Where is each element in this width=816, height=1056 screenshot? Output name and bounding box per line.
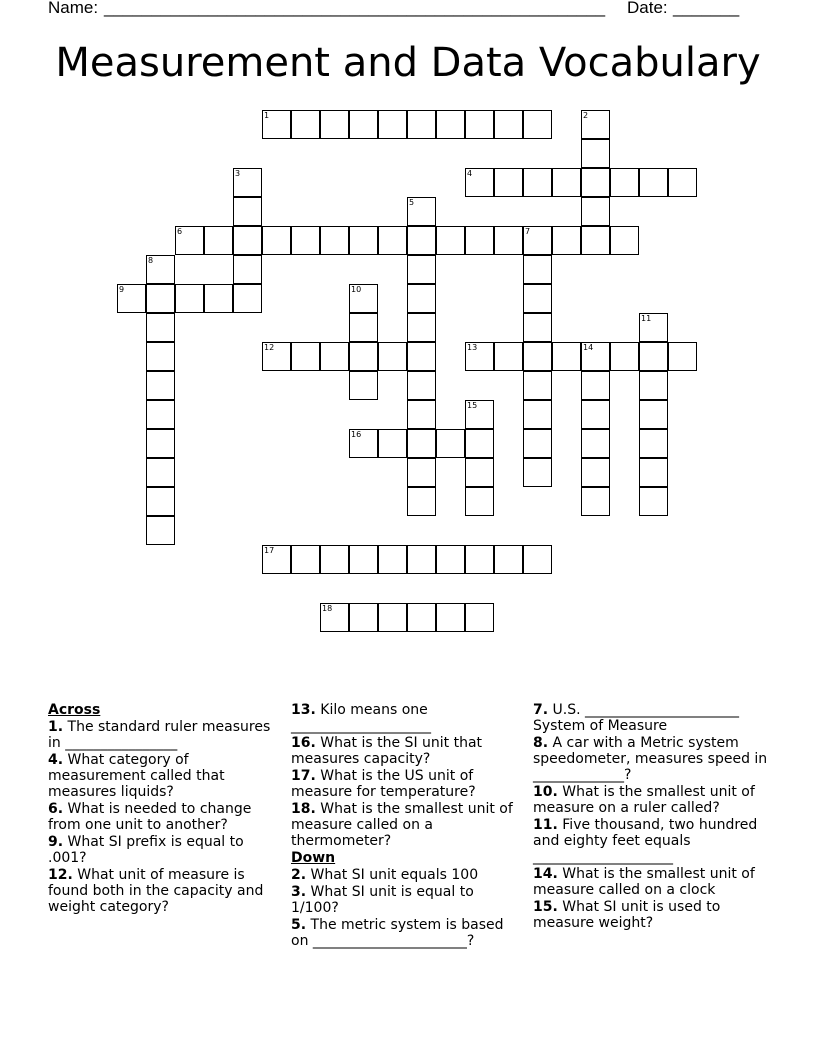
cell-number: 6	[177, 227, 183, 236]
grid-cell[interactable]	[639, 429, 668, 458]
grid-cell[interactable]	[349, 226, 378, 255]
cell-number: 10	[351, 285, 362, 294]
grid-cell[interactable]	[407, 313, 436, 342]
grid-cell[interactable]	[581, 487, 610, 516]
cell-number: 16	[351, 430, 362, 439]
grid-cell[interactable]	[465, 603, 494, 632]
grid-cell[interactable]	[291, 545, 320, 574]
clue-down-10: 10. What is the smallest unit of measure on a ruler called?	[533, 784, 755, 816]
grid-cell[interactable]	[436, 429, 465, 458]
name-label: Name:	[48, 0, 99, 17]
clue-across-17: 17. What is the US unit of measure for temperature?	[291, 768, 476, 800]
clue-across-1: 1. The standard ruler measures in ________________	[48, 719, 271, 751]
grid-cell[interactable]	[146, 429, 175, 458]
grid-cell[interactable]	[233, 168, 262, 197]
cell-number: 9	[119, 285, 125, 294]
grid-cell[interactable]	[523, 400, 552, 429]
page-title: Measurement and Data Vocabulary	[55, 40, 761, 86]
clues-column-1	[48, 702, 273, 916]
date-label: Date:	[627, 0, 668, 17]
cell-number: 5	[409, 198, 415, 207]
grid-cell[interactable]	[233, 197, 262, 226]
grid-cell[interactable]	[146, 255, 175, 284]
clue-down-8: 8. A car with a Metric system speedometer, measures speed in _____________?	[533, 735, 768, 783]
grid-cell[interactable]	[349, 371, 378, 400]
across-heading: Across	[48, 702, 101, 718]
grid-cell[interactable]	[407, 603, 436, 632]
grid-cell[interactable]	[639, 168, 668, 197]
grid-cell[interactable]	[610, 342, 639, 371]
grid-cell[interactable]	[407, 110, 436, 139]
cell-number: 15	[467, 401, 478, 410]
grid-cell[interactable]	[407, 255, 436, 284]
clue-across-16: 16. What is the SI unit that measures capacity?	[291, 735, 483, 767]
grid-cell[interactable]	[581, 197, 610, 226]
grid-cell[interactable]	[494, 168, 523, 197]
grid-cell[interactable]	[349, 110, 378, 139]
grid-cell[interactable]	[436, 226, 465, 255]
grid-cell[interactable]	[291, 226, 320, 255]
clue-down-7: 7. U.S. ______________________ System of Measure	[533, 702, 739, 734]
grid-cell[interactable]	[581, 226, 610, 255]
grid-cell[interactable]	[610, 168, 639, 197]
grid-cell[interactable]	[146, 516, 175, 545]
clue-down-5: 5. The metric system is based on ______________________?	[291, 917, 504, 949]
clue-across-18: 18. What is the smallest unit of measure called on a thermometer?	[291, 801, 513, 849]
grid-cell[interactable]	[639, 371, 668, 400]
grid-cell[interactable]	[436, 110, 465, 139]
grid-cell[interactable]	[349, 545, 378, 574]
grid-cell[interactable]	[291, 110, 320, 139]
date-blank: _______	[673, 0, 740, 17]
grid-cell[interactable]	[117, 284, 146, 313]
grid-cell[interactable]	[407, 429, 436, 458]
grid-cell[interactable]	[291, 342, 320, 371]
grid-cell[interactable]	[523, 429, 552, 458]
grid-cell[interactable]	[523, 284, 552, 313]
grid-cell[interactable]	[407, 400, 436, 429]
grid-cell[interactable]	[465, 342, 494, 371]
grid-cell[interactable]	[523, 458, 552, 487]
grid-cell[interactable]	[552, 226, 581, 255]
grid-cell[interactable]	[494, 226, 523, 255]
grid-cell[interactable]	[494, 342, 523, 371]
grid-cell[interactable]	[146, 400, 175, 429]
grid-cell[interactable]	[407, 342, 436, 371]
grid-cell[interactable]	[320, 226, 349, 255]
grid-cell[interactable]	[581, 139, 610, 168]
grid-cell[interactable]	[378, 429, 407, 458]
grid-cell[interactable]	[465, 168, 494, 197]
cell-number: 14	[583, 343, 594, 352]
grid-cell[interactable]	[204, 284, 233, 313]
grid-cell[interactable]	[349, 313, 378, 342]
grid-cell[interactable]	[233, 284, 262, 313]
grid-cell[interactable]	[436, 545, 465, 574]
grid-cell[interactable]	[233, 226, 262, 255]
grid-cell[interactable]	[639, 313, 668, 342]
grid-cell[interactable]	[349, 429, 378, 458]
grid-cell[interactable]	[349, 603, 378, 632]
grid-cell[interactable]	[320, 110, 349, 139]
grid-cell[interactable]	[581, 371, 610, 400]
grid-cell[interactable]	[262, 226, 291, 255]
grid-cell[interactable]	[262, 545, 291, 574]
grid-cell[interactable]	[407, 197, 436, 226]
grid-cell[interactable]	[262, 342, 291, 371]
clue-across-9: 9. What SI prefix is equal to .001?	[48, 834, 244, 866]
grid-cell[interactable]	[146, 284, 175, 313]
clue-down-14: 14. What is the smallest unit of measure called on a clock	[533, 866, 755, 898]
grid-cell[interactable]	[494, 545, 523, 574]
grid-cell[interactable]	[436, 603, 465, 632]
grid-cell[interactable]	[407, 458, 436, 487]
grid-cell[interactable]	[639, 458, 668, 487]
cell-number: 13	[467, 343, 478, 352]
grid-cell[interactable]	[465, 400, 494, 429]
cell-number: 2	[583, 111, 589, 120]
cell-number: 18	[322, 604, 333, 613]
clue-down-11: 11. Five thousand, two hundred and eighty feet equals ____________________	[533, 817, 758, 865]
grid-cell[interactable]	[581, 110, 610, 139]
clue-across-4: 4. What category of measurement called that measures liquids?	[48, 752, 225, 800]
grid-cell[interactable]	[494, 110, 523, 139]
grid-cell[interactable]	[465, 458, 494, 487]
grid-cell[interactable]	[407, 371, 436, 400]
grid-cell[interactable]	[465, 226, 494, 255]
grid-cell[interactable]	[523, 226, 552, 255]
grid-cell[interactable]	[639, 400, 668, 429]
grid-cell[interactable]	[610, 226, 639, 255]
grid-cell[interactable]	[552, 168, 581, 197]
grid-cell[interactable]	[581, 342, 610, 371]
cell-number: 4	[467, 169, 473, 178]
grid-cell[interactable]	[581, 400, 610, 429]
grid-cell[interactable]	[407, 545, 436, 574]
grid-cell[interactable]	[146, 458, 175, 487]
grid-cell[interactable]	[320, 603, 349, 632]
grid-cell[interactable]	[349, 342, 378, 371]
name-blank: _____________________________________________________	[104, 0, 606, 17]
grid-cell[interactable]	[378, 342, 407, 371]
cell-number: 12	[264, 343, 275, 352]
grid-cell[interactable]	[465, 429, 494, 458]
grid-cell[interactable]	[581, 168, 610, 197]
grid-cell[interactable]	[639, 487, 668, 516]
cell-number: 11	[641, 314, 652, 323]
grid-cell[interactable]	[523, 545, 552, 574]
grid-cell[interactable]	[175, 226, 204, 255]
down-heading: Down	[291, 850, 336, 866]
grid-cell[interactable]	[146, 313, 175, 342]
grid-cell[interactable]	[378, 603, 407, 632]
grid-cell[interactable]	[320, 342, 349, 371]
grid-cell[interactable]	[523, 255, 552, 284]
grid-cell[interactable]	[523, 342, 552, 371]
grid-cell[interactable]	[378, 545, 407, 574]
clue-across-6: 6. What is needed to change from one unit to another?	[48, 801, 252, 833]
grid-cell[interactable]	[668, 168, 697, 197]
grid-cell[interactable]	[146, 371, 175, 400]
grid-cell[interactable]	[581, 458, 610, 487]
clue-across-12: 12. What unit of measure is found both in the capacity and weight category?	[48, 867, 264, 915]
grid-cell[interactable]	[407, 487, 436, 516]
grid-cell[interactable]	[465, 545, 494, 574]
clues-column-3	[533, 702, 768, 932]
grid-cell[interactable]	[523, 313, 552, 342]
cell-number: 3	[235, 169, 241, 178]
grid-cell[interactable]	[465, 110, 494, 139]
cell-number: 7	[525, 227, 531, 236]
cell-number: 17	[264, 546, 275, 555]
grid-cell[interactable]	[349, 284, 378, 313]
grid-cell[interactable]	[320, 545, 349, 574]
clue-down-15: 15. What SI unit is used to measure weight?	[533, 899, 721, 931]
grid-cell[interactable]	[523, 110, 552, 139]
clue-across-13: 13. Kilo means one ____________________	[291, 702, 431, 734]
grid-cell[interactable]	[668, 342, 697, 371]
clue-down-3: 3. What SI unit is equal to 1/100?	[291, 884, 474, 916]
grid-cell[interactable]	[523, 371, 552, 400]
grid-cell[interactable]	[581, 429, 610, 458]
grid-cell[interactable]	[146, 487, 175, 516]
grid-cell[interactable]	[378, 226, 407, 255]
grid-cell[interactable]	[378, 110, 407, 139]
grid-cell[interactable]	[407, 284, 436, 313]
grid-cell[interactable]	[146, 342, 175, 371]
grid-cell[interactable]	[639, 342, 668, 371]
grid-cell[interactable]	[523, 168, 552, 197]
cell-number: 8	[148, 256, 154, 265]
grid-cell[interactable]	[204, 226, 233, 255]
grid-cell[interactable]	[175, 284, 204, 313]
grid-cell[interactable]	[465, 487, 494, 516]
grid-cell[interactable]	[262, 110, 291, 139]
grid-cell[interactable]	[233, 255, 262, 284]
grid-cell[interactable]	[407, 226, 436, 255]
cell-number: 1	[264, 111, 270, 120]
clues-column-2	[291, 702, 521, 950]
clue-down-2: 2. What SI unit equals 100	[291, 867, 479, 883]
grid-cell[interactable]	[552, 342, 581, 371]
